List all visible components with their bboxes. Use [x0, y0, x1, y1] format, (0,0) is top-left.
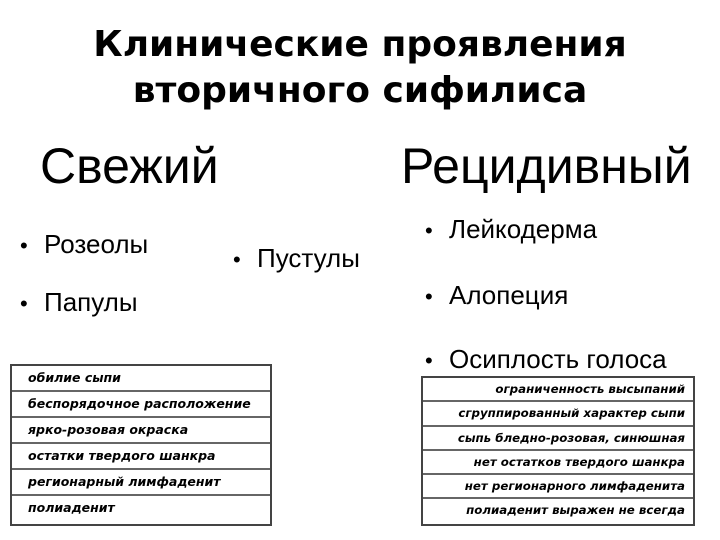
slide-title — [0, 22, 720, 114]
bullet-dot: • — [425, 218, 433, 243]
fresh-features-table — [10, 364, 272, 526]
bullet-item-roseola — [20, 229, 148, 261]
bullet-text: Розеолы — [44, 229, 149, 259]
bullet-dot: • — [20, 291, 28, 316]
slide-title-line-1: Клинические проявления — [93, 24, 627, 65]
bullet-dot: • — [233, 247, 241, 272]
bullet-dot: • — [425, 284, 433, 309]
bullet-text: Алопеция — [449, 280, 569, 310]
bullet-item-alopecia — [425, 280, 568, 312]
bullet-text: Лейкодерма — [449, 214, 598, 244]
fresh-feature-row: беспорядочное расположение — [12, 392, 270, 418]
recurrent-feature-row: нет остатков твердого шанкра — [423, 451, 693, 475]
bullet-text: Пустулы — [257, 243, 360, 273]
recurrent-feature-row: сыпь бледно-розовая, синюшная — [423, 427, 693, 451]
recurrent-feature-row: ограниченность высыпаний — [423, 378, 693, 402]
bullet-dot: • — [425, 348, 433, 373]
fresh-feature-row: остатки твердого шанкра — [12, 444, 270, 470]
bullet-item-pustules — [233, 243, 360, 275]
bullet-item-papules — [20, 287, 138, 319]
bullet-text: Папулы — [44, 287, 138, 317]
slide-title-line-2: вторичного сифилиса — [132, 70, 588, 111]
fresh-feature-row: ярко-розовая окраска — [12, 418, 270, 444]
bullet-item-leukoderma — [425, 214, 597, 246]
recurrent-features-table — [421, 376, 695, 526]
fresh-heading: Свежий — [40, 138, 219, 194]
bullet-item-hoarseness — [425, 344, 667, 376]
fresh-feature-row: обилие сыпи — [12, 366, 270, 392]
fresh-feature-row: регионарный лимфаденит — [12, 470, 270, 496]
recurrent-feature-row: полиаденит выражен не всегда — [466, 503, 685, 518]
bullet-text: Осиплость голоса — [449, 344, 667, 374]
fresh-feature-row: полиаденит — [28, 500, 115, 515]
recurrent-feature-row: сгруппированный характер сыпи — [423, 402, 693, 426]
bullet-dot: • — [20, 233, 28, 258]
recurrent-heading: Рецидивный — [401, 138, 692, 194]
recurrent-feature-row: нет регионарного лимфаденита — [423, 475, 693, 499]
